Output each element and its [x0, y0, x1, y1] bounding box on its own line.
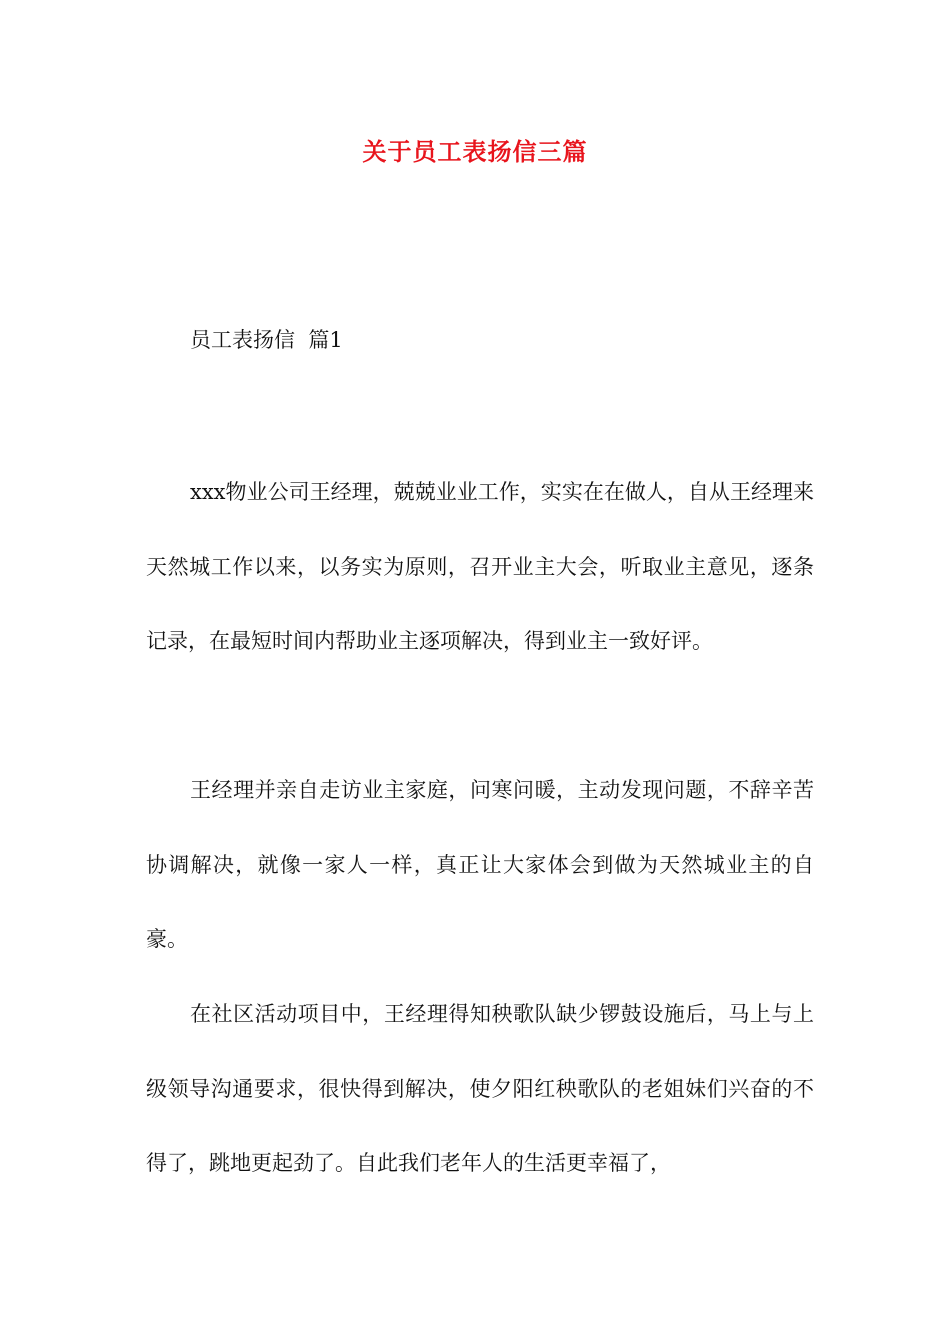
paragraph-2: 王经理并亲自走访业主家庭，问寒问暖，主动发现问题，不辞辛苦协调解决，就像一家人一样，真正让大家体会到做为天然城业主的自豪。 — [146, 778, 814, 951]
section-heading: 员工表扬信 篇1 — [190, 328, 343, 352]
paragraph-3: 在社区活动项目中，王经理得知秧歌队缺少锣鼓设施后，马上与上级领导沟通要求，很快得到解决，使夕阳红秧歌队的老姐妹们兴奋的不得了，跳地更起劲了。自此我们老年人的生活更幸福了， — [146, 1002, 814, 1175]
paragraph-1: xxx物业公司王经理，兢兢业业工作，实实在在做人，自从王经理来天然城工作以来，以务实为原则，召开业主大会，听取业主意见，逐条记录，在最短时间内帮助业主逐项解决，得到业主一致好评。 — [146, 480, 814, 653]
document-title: 关于员工表扬信三篇 — [362, 137, 588, 166]
